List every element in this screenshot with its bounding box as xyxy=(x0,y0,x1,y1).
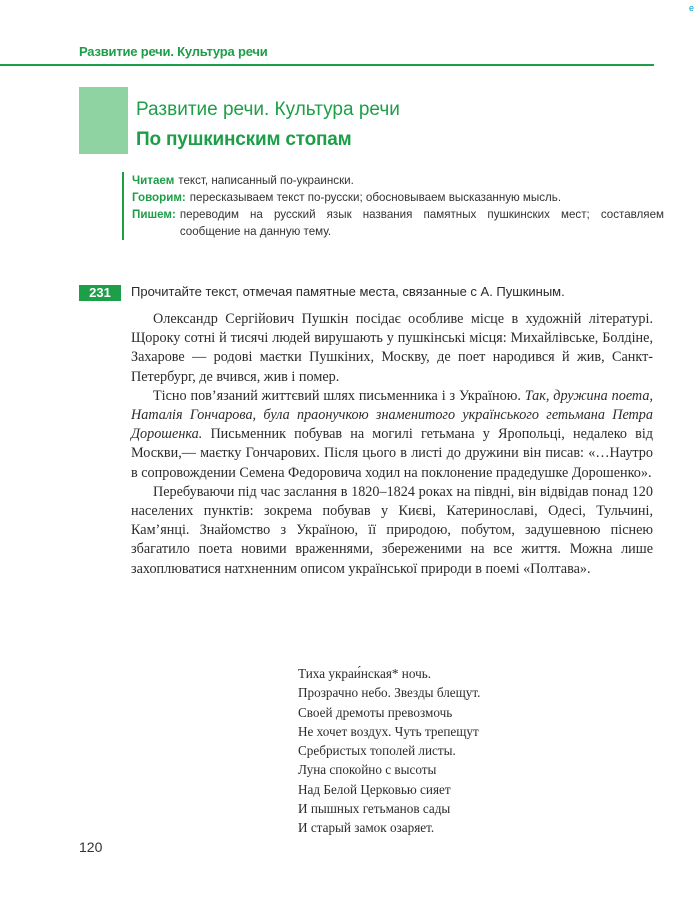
reading-text xyxy=(131,310,653,579)
goal-label: Говорим: xyxy=(132,191,186,204)
poem-line: Своей дремоты превозмочь xyxy=(298,704,453,720)
header-divider xyxy=(0,64,654,66)
goal-text: текст, написанный по-украински. xyxy=(178,174,354,187)
poem-excerpt xyxy=(298,664,480,838)
paragraph: Перебуваючи під час заслання в 1820–1824 роках на півдні, він відвідав понад 120 населених пунктів: зокрема побував у Києві, Катеринославі, Одесі, Тульчині, Кам’янці. Знайомство з Україною, її природою, побутом, задушевною піснею збагатило поета новими враженнями, збереженими на все життя. Можна лише захоплюватися натхненним описом української природи в поемі «Полтава». xyxy=(131,483,653,577)
poem-line: Не хочет воздух. Чуть трепещут xyxy=(298,723,479,739)
paragraph xyxy=(131,387,653,483)
section-marker-block xyxy=(79,87,128,154)
poem-line: Сребристых тополей листы. xyxy=(298,743,456,759)
goal-reading xyxy=(132,172,664,189)
goal-label: Пишем: xyxy=(132,208,176,221)
publisher-logo: e xyxy=(688,3,694,13)
page-number: 120 xyxy=(79,839,103,855)
poem-line: И пышных гетьманов сады xyxy=(298,801,451,817)
quoted-letter: «…Наутро в сопровождении Семена Федоровича ходил на поклонение прадедушке Дорошенко». xyxy=(131,445,653,481)
poem-line: Прозрачно небо. Звезды блещут. xyxy=(298,685,481,701)
lesson-goals xyxy=(122,172,664,240)
exercise-instruction: Прочитайте текст, отмечая памятные места, связанные с А. Пушкиным. xyxy=(131,284,565,299)
poem-line: Над Белой Церковью сияет xyxy=(298,781,451,797)
goal-label: Читаем xyxy=(132,174,175,187)
poem-line: Луна спокойно с высоты xyxy=(298,762,437,778)
paragraph-text: Тісно пов’язаний життєвий шлях письменника і з Україною. xyxy=(153,387,525,404)
goal-speaking xyxy=(132,189,664,206)
goal-writing xyxy=(132,206,664,240)
running-header-title: Развитие речи. Культура речи xyxy=(79,44,268,59)
section-title: По пушкинским стопам xyxy=(136,129,352,150)
poem-line: Тиха украи́нская* ночь. xyxy=(298,666,432,681)
goal-text: пересказываем текст по-русски; обосновываем высказанную мысль. xyxy=(189,191,562,204)
section-subtitle: Развитие речи. Культура речи xyxy=(136,99,400,120)
exercise-number-badge: 231 xyxy=(79,285,121,301)
italic-passage: Так, дружина поета, Наталія Гончарова, була праонучкою знаменитого українського гетьмана Петра Дорошенка. xyxy=(131,387,653,443)
paragraph-text: Письменник побував на могилі гетьмана у Яропольці, недалеко від Москви,— маєтку Гончарових. Після цього в листі до дружини він писав: xyxy=(131,426,653,462)
paragraph: Олександр Сергійович Пушкін посідає особливе місце в художній літературі. Щороку сотні й тисячі людей вирушають у пушкінські місця: Михайлівське, Болдіне, Захарове — родові маєтки Пушкіних, Москву, де поет народився й жив, Санкт-Петербург, де вчився, жив і помер. xyxy=(131,311,653,385)
goal-text: переводим на русский язык названия памятных пушкинских мест; составляем сообщение на данную тему. xyxy=(179,208,664,238)
poem-line: И старый замок озаряет. xyxy=(298,820,435,836)
